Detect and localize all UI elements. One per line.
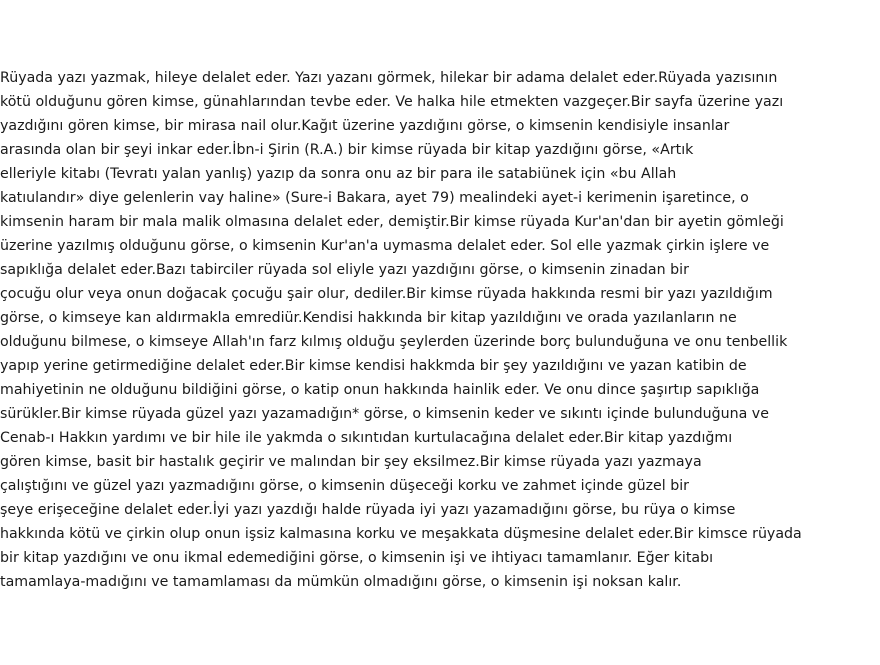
text-line: tamamlaya-madığını ve tamamlaması da mümkün olmadığını görse, o kimsenin işi noksan kalır. — [0, 574, 682, 590]
article-body — [0, 66, 880, 594]
text-line: hakkında kötü ve çirkin olup onun işsiz kalmasına korku ve meşakkata düşmesine delalet eder.Bir kimsce rüyada — [0, 526, 802, 542]
text-line: çocuğu olur veya onun doğacak çocuğu şair olur, dediler.Bir kimse rüyada hakkında resmi bir yazı yazıldığım — [0, 286, 773, 302]
text-line: gören kimse, basit bir hastalık geçirir ve malından bir şey eksilmez.Bir kimse rüyada yazı yazmaya — [0, 454, 702, 470]
text-line: görse, o kimseye kan aldırmakla emrediür.Kendisi hakkında bir kitap yazıldığını ve orada yazılanların ne — [0, 310, 737, 326]
text-line: bir kitap yazdığını ve onu ikmal edemediğini görse, o kimsenin işi ve ihtiyacı tamamlanır. Eğer kitabı — [0, 550, 714, 566]
text-line: çalıştığını ve güzel yazı yazmadığını görse, o kimsenin düşeceği korku ve zahmet içinde güzel bir — [0, 478, 690, 494]
text-line: üzerine yazılmış olduğunu görse, o kimsenin Kur'an'a uymasma delalet eder. Sol elle yazmak çirkin işlere ve — [0, 238, 770, 254]
text-line: şeye erişeceğine delalet eder.İyi yazı yazdığı halde rüyada iyi yazı yazamadığını görse, bu rüya o kimse — [0, 502, 736, 518]
text-line: katıulandır» diye gelenlerin vay haline» (Sure-i Bakara, ayet 79) mealindeki ayet-i kerimenin işaretince, o — [0, 190, 749, 206]
text-line: elleriyle kitabı (Tevratı yalan yanlış) yazıp da sonra onu az bir para ile satabiünek için «bu Allah — [0, 166, 677, 182]
text-line: olduğunu bilmese, o kimseye Allah'ın farz kılmış olduğu şeylerden üzerinde borç bulunduğuna ve onu tenbellik — [0, 334, 788, 350]
text-line: kimsenin haram bir mala malik olmasına delalet eder, demiştir.Bir kimse rüyada Kur'an'dan bir ayetin gömleği — [0, 214, 784, 230]
text-line: arasında olan bir şeyi inkar eder.İbn-i Şirin (R.A.) bir kimse rüyada bir kitap yazdığını görse, «Artık — [0, 142, 694, 158]
text-line: yapıp yerine getirmediğine delalet eder.Bir kimse kendisi hakkmda bir şey yazıldığını ve yazan katibin de — [0, 358, 747, 374]
text-line: yazdığını gören kimse, bir mirasa nail olur.Kağıt üzerine yazdığını görse, o kimsenin kendisiyle insanlar — [0, 118, 730, 134]
text-line: Cenab-ı Hakkın yardımı ve bir hile ile yakmda o sıkıntıdan kurtulacağına delalet eder.Bir kitap yazdığmı — [0, 430, 733, 446]
text-line: sapıklığa delalet eder.Bazı tabirciler rüyada sol eliyle yazı yazdığını görse, o kimsenin zinadan bir — [0, 262, 689, 278]
text-line: mahiyetinin ne olduğunu bildiğini görse, o katip onun hakkında hainlik eder. Ve onu dince şaşırtıp sapıklığa — [0, 382, 760, 398]
text-line: sürükler.Bir kimse rüyada güzel yazı yazamadığın* görse, o kimsenin keder ve sıkıntı içinde bulunduğuna ve — [0, 406, 769, 422]
text-line: Rüyada yazı yazmak, hileye delalet eder. Yazı yazanı görmek, hilekar bir adama delalet eder.Rüyada yazısının — [0, 70, 778, 86]
text-line: kötü olduğunu gören kimse, günahlarından tevbe eder. Ve halka hile etmekten vazgeçer.Bir sayfa üzerine yazı — [0, 94, 784, 110]
